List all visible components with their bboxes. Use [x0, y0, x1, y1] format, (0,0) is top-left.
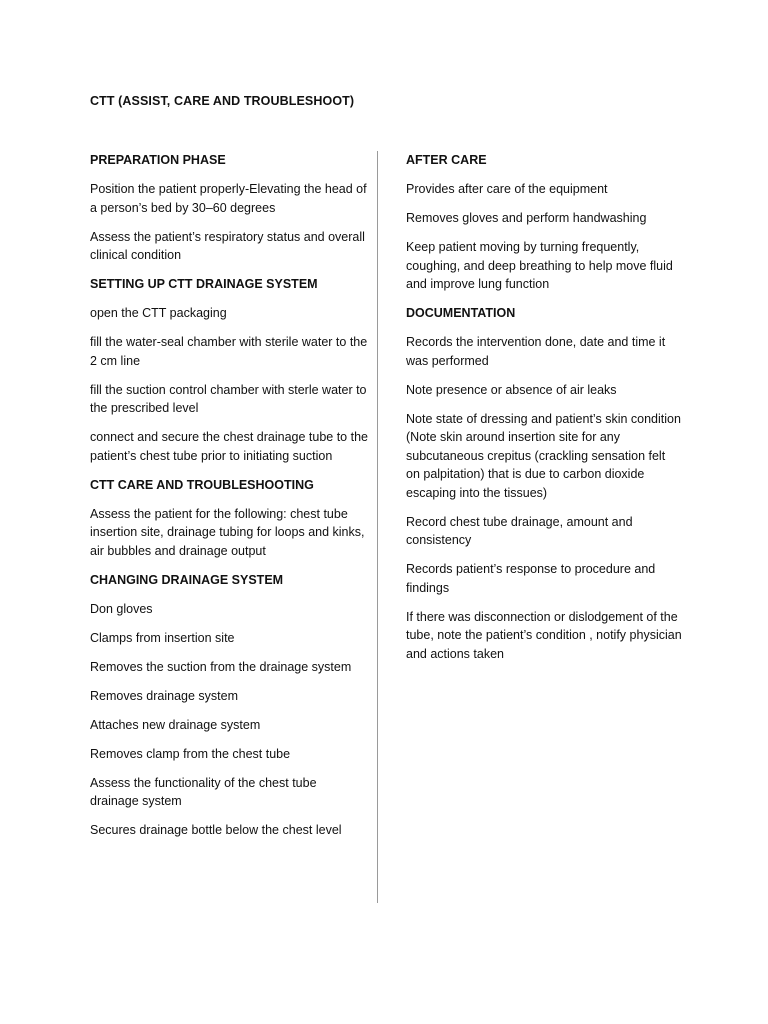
section-heading-setup: SETTING UP CTT DRAINAGE SYSTEM [90, 277, 318, 291]
section-heading-documentation: DOCUMENTATION [406, 306, 516, 320]
paragraph: Records patient’s response to procedure and findings [406, 562, 656, 595]
section-heading-aftercare: AFTER CARE [406, 153, 487, 167]
paragraph: Clamps from insertion site [90, 630, 235, 645]
section-heading-care: CTT CARE AND TROUBLESHOOTING [90, 477, 314, 492]
paragraph: open the CTT packaging [90, 306, 227, 320]
paragraph: Assess the functionality of the chest tube drainage system [90, 775, 317, 808]
paragraph: Attaches new drainage system [90, 717, 261, 732]
section-heading-preparation: PREPARATION PHASE [90, 153, 226, 167]
paragraph: Keep patient moving by turning frequently, coughing, and deep breathing to help move fluid and improve lung function [406, 240, 673, 291]
document-title: CTT (ASSIST, CARE AND TROUBLESHOOT) [90, 94, 355, 108]
section-heading-changing: CHANGING DRAINAGE SYSTEM [90, 572, 284, 587]
paragraph: Note presence or absence of air leaks [406, 382, 617, 397]
column-divider [377, 151, 378, 903]
paragraph: Position the patient properly-Elevating the head of a person’s bed by 30–60 degrees [90, 182, 367, 215]
paragraph: Records the intervention done, date and time it was performed [406, 335, 666, 368]
paragraph: Secures drainage bottle below the chest level [90, 823, 342, 837]
paragraph: connect and secure the chest drainage tube to the patient’s chest tube prior to initiating suction [90, 430, 368, 463]
paragraph: Assess the patient’s respiratory status and overall clinical condition [90, 229, 365, 262]
paragraph: fill the suction control chamber with sterle water to the prescribed level [90, 382, 367, 415]
paragraph: Removes drainage system [90, 688, 238, 703]
paragraph: Removes the suction from the drainage system [90, 659, 352, 674]
right-column [406, 151, 682, 674]
paragraph: Removes gloves and perform handwashing [406, 211, 647, 225]
paragraph: Don gloves [90, 601, 153, 616]
paragraph: fill the water-seal chamber with sterile water to the 2 cm line [90, 335, 368, 368]
paragraph: Record chest tube drainage, amount and consistency [406, 514, 633, 547]
paragraph: Removes clamp from the chest tube [90, 746, 291, 761]
paragraph: If there was disconnection or dislodgement of the tube, note the patient’s condition , notify physician and actions taken [406, 609, 682, 661]
left-column [90, 151, 368, 850]
paragraph: Assess the patient for the following: chest tube insertion site, drainage tubing for loops and kinks, air bubbles and drainage output [90, 506, 365, 558]
paragraph: Provides after care of the equipment [406, 182, 608, 196]
paragraph: Note state of dressing and patient’s skin condition (Note skin around insertion site for any subcutaneous crepitus (crackling sensation felt on palpitation) that is due to carbon dioxide escaping into the tissues) [406, 411, 681, 500]
